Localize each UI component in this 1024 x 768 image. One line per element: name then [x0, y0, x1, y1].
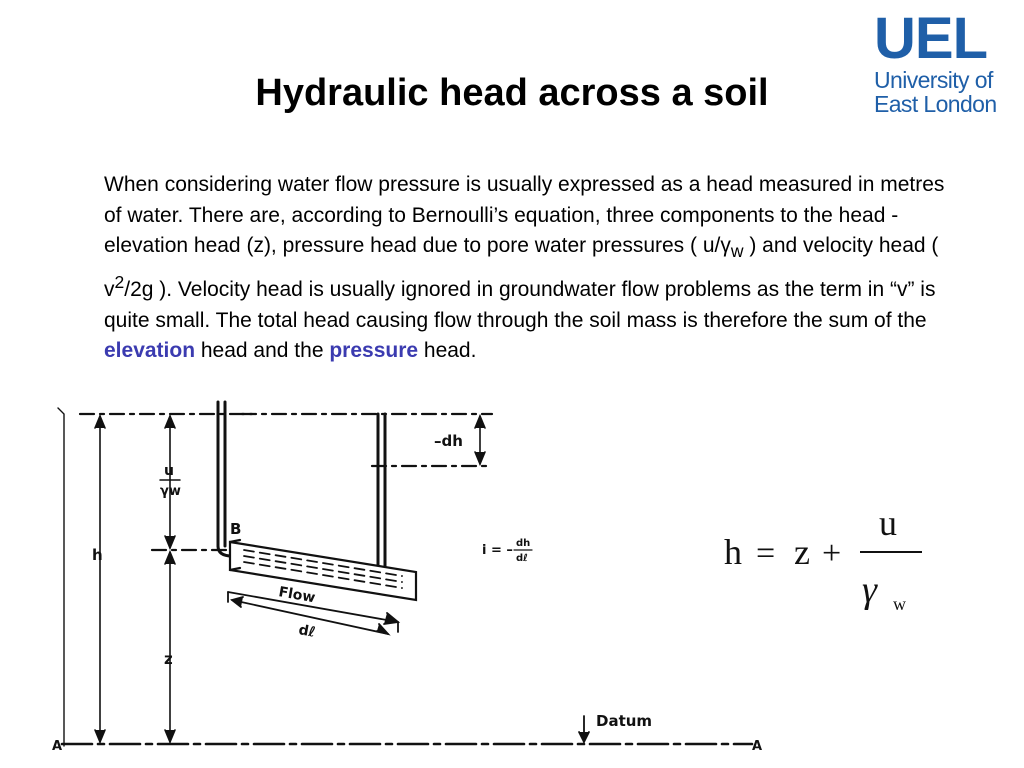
z-dimension: [165, 552, 175, 742]
datum-arrow: [579, 716, 589, 742]
equation-equals: =: [756, 535, 776, 572]
left-bracket: [58, 408, 64, 746]
label-b: B: [230, 520, 242, 538]
label-z: z: [164, 650, 173, 668]
hydraulic-head-diagram: [52, 400, 772, 760]
label-a-left: A: [52, 739, 63, 754]
highlight-pressure: pressure: [329, 339, 419, 363]
slide-title: Hydraulic head across a soil: [255, 72, 769, 114]
logo-line-2: East London: [874, 91, 997, 117]
paragraph-subscript-w: w: [730, 241, 744, 262]
equation-plus: +: [822, 535, 842, 572]
dh-dimension: [475, 416, 485, 464]
label-a-right: A: [752, 739, 763, 754]
equation-gamma: γ: [862, 569, 877, 611]
u-gamma-dimension: [165, 416, 175, 548]
piezometer-right: [378, 414, 385, 576]
label-h: h: [92, 546, 103, 564]
paragraph-part-3: /2g ). Velocity head is usually ignored in groundwater flow problems as the term in “v” is quite small. The total head causing flow through the soil mass is therefore the sum of the: [104, 277, 936, 332]
uel-logo: [874, 6, 1016, 120]
label-gamma-w: γw: [160, 484, 181, 499]
equation-lhs-h: h: [724, 532, 742, 572]
label-gradient-i: i = –: [482, 543, 513, 558]
label-flow: Flow: [277, 584, 317, 607]
label-dh: –dh: [434, 432, 463, 450]
label-u: u: [164, 463, 174, 479]
soil-sample-tube: [230, 540, 416, 600]
h-dimension: [95, 416, 105, 742]
logo-acronym: UEL: [874, 6, 987, 71]
label-gradient-denominator: dℓ: [516, 553, 528, 564]
paragraph-part-4: head and the: [195, 339, 330, 363]
equation-numerator-u: u: [879, 504, 897, 543]
highlight-elevation: elevation: [104, 339, 196, 363]
label-datum: Datum: [596, 712, 653, 730]
equation-z: z: [794, 532, 810, 572]
paragraph-part-1: When considering water flow pressure is usually expressed as a head measured in metres of water. There are, according to Bernoulli’s equation, three components to the head - elevation head (z), pressure head due to pore water pressures ( u/γ: [104, 173, 945, 258]
logo-line-1: University of: [874, 67, 993, 93]
body-paragraph: [104, 170, 964, 367]
equation-gamma-subscript-w: w: [893, 594, 906, 614]
dashed-reference-lines: [80, 414, 492, 550]
label-gradient-numerator: dh: [516, 538, 531, 549]
paragraph-part-2: ) and velocity head ( v: [104, 234, 939, 301]
head-equation: [716, 504, 936, 624]
paragraph-superscript-2: 2: [114, 271, 125, 292]
label-dl: dℓ: [297, 622, 317, 641]
paragraph-part-5: head.: [418, 339, 477, 363]
